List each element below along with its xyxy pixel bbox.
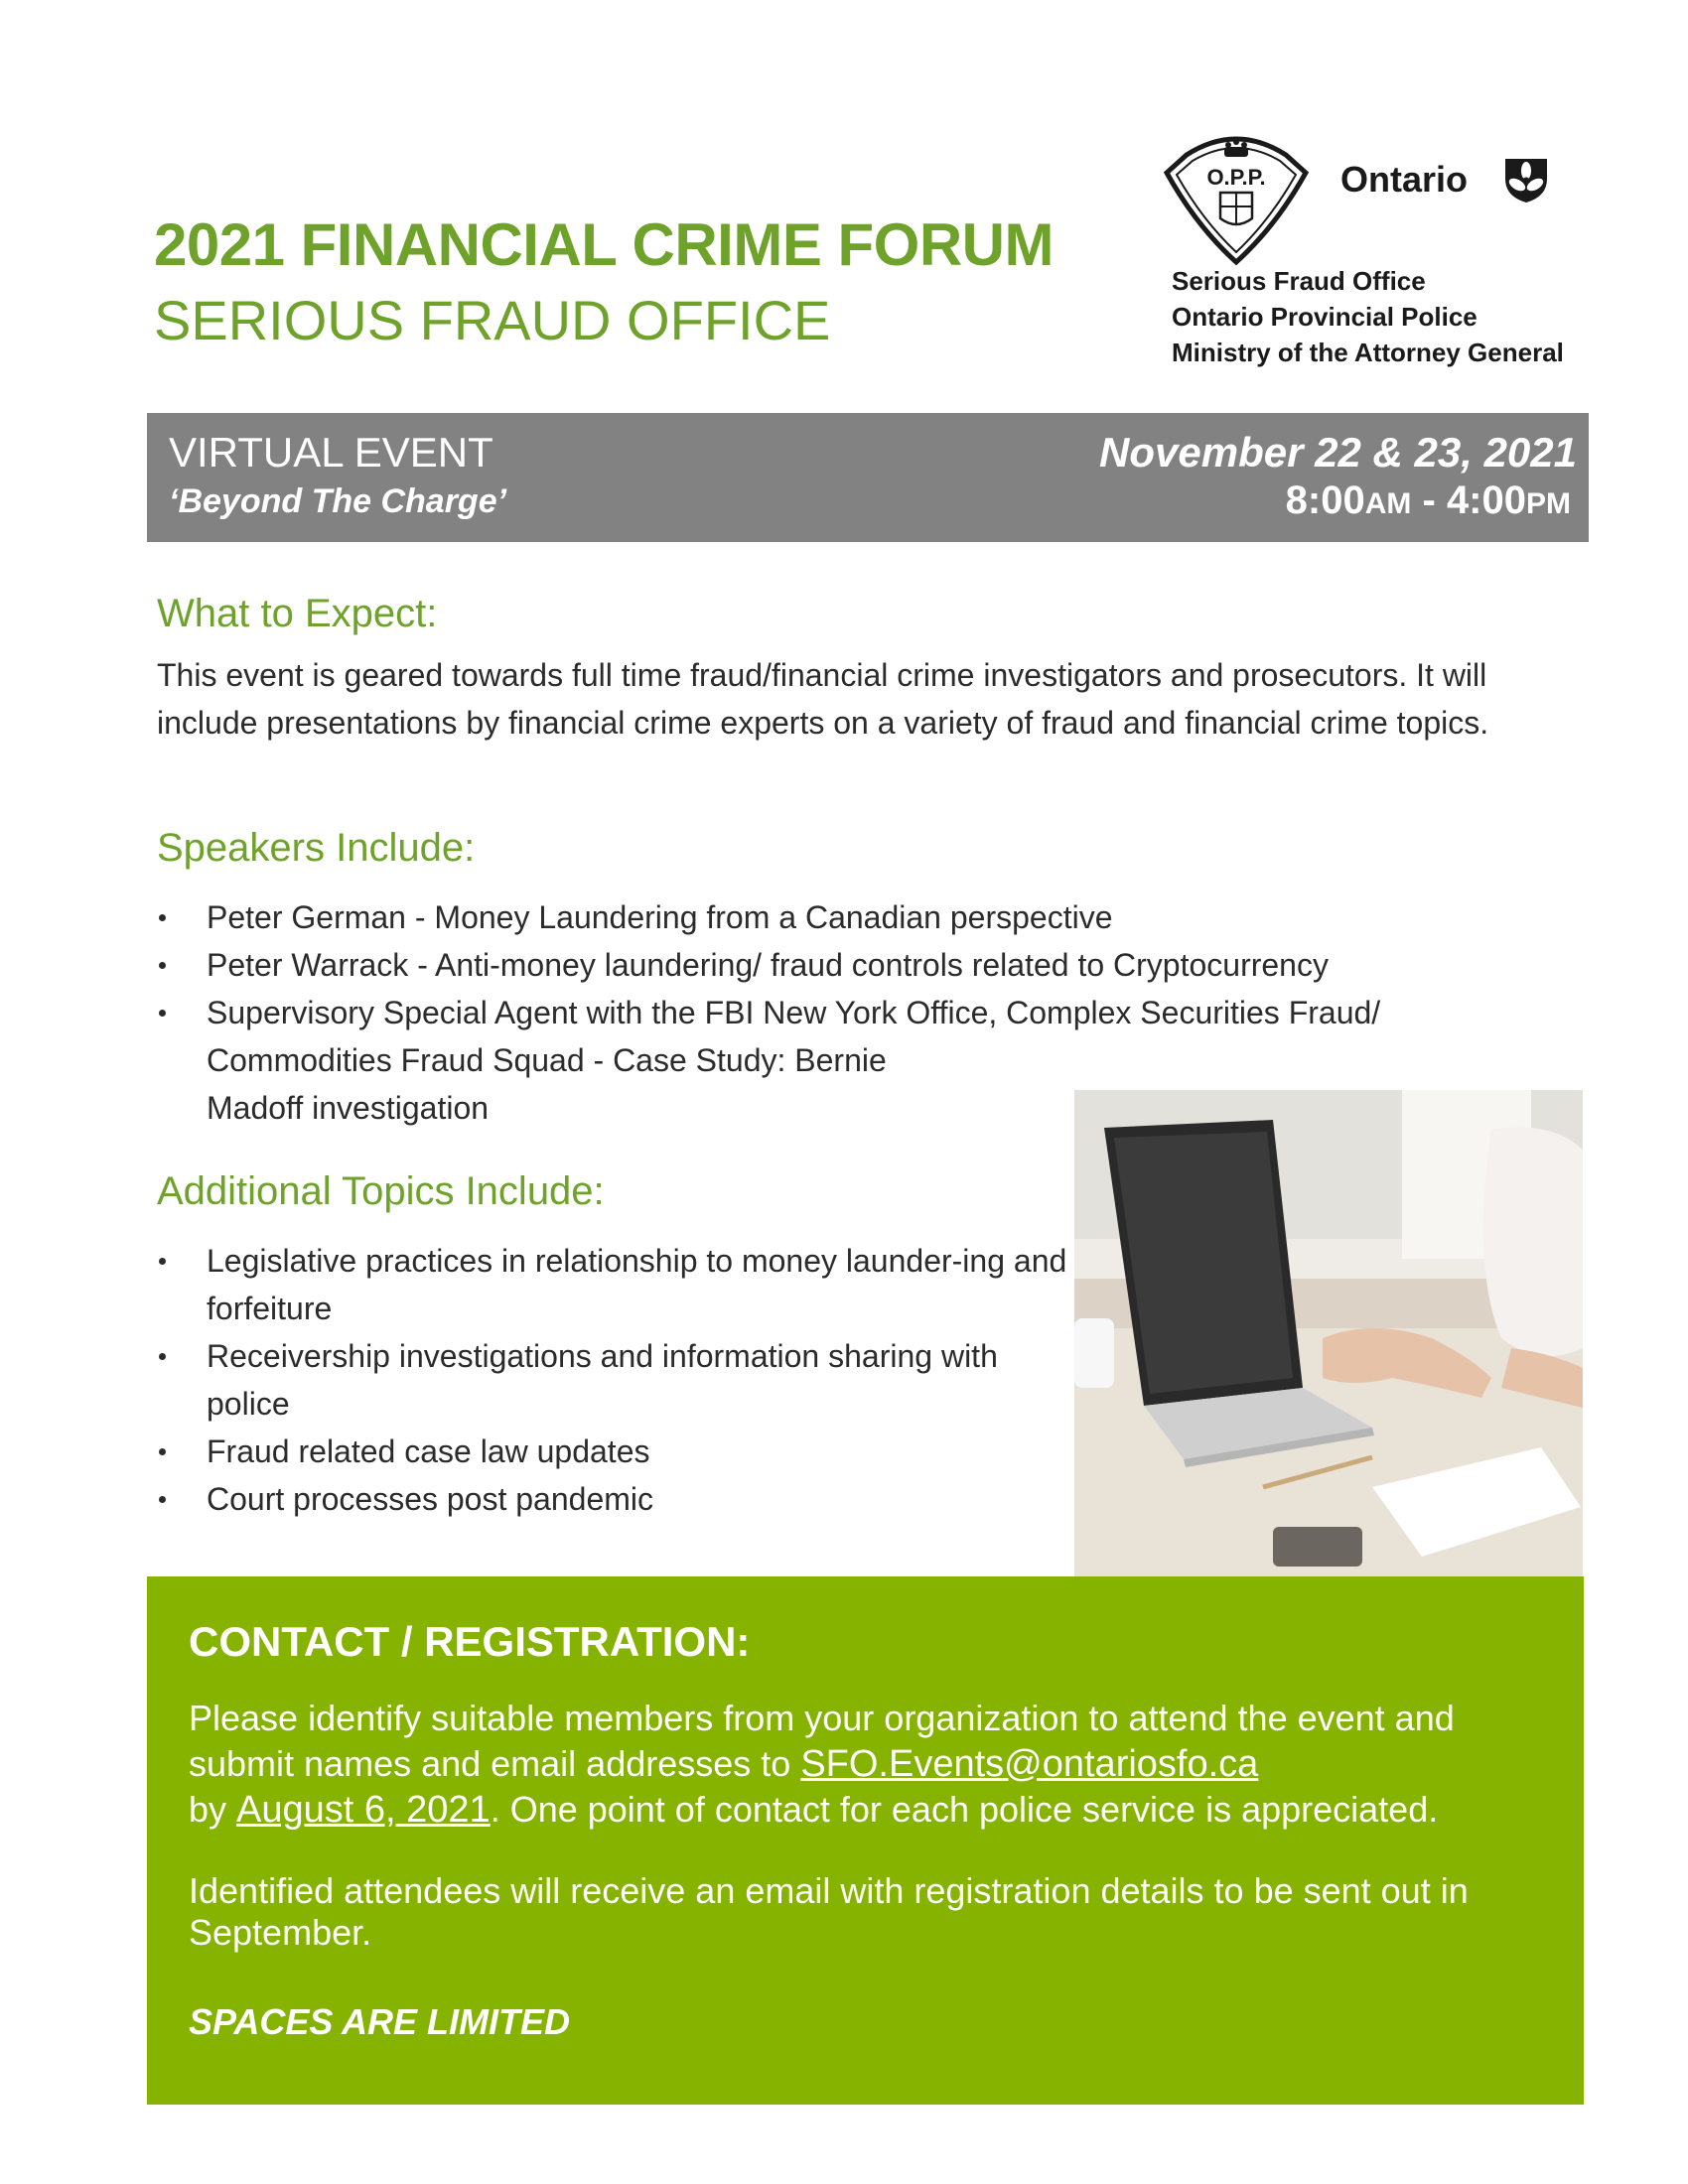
speakers-heading: Speakers Include: (157, 826, 476, 870)
org-line-sfo: Serious Fraud Office (1172, 266, 1426, 296)
contact-paragraph-1: Please identify suitable members from your organization to attend the event and submit names and email addresses to SFO.Events@ontariosfo.ca by August 6, 2021. One point of contact for each police service is appreciated. (189, 1698, 1455, 1831)
trillium-icon (1499, 153, 1553, 206)
spaces-limited-note: SPACES ARE LIMITED (189, 2001, 571, 2042)
opp-logo-text: O.P.P. (1206, 165, 1266, 190)
contact-heading: CONTACT / REGISTRATION: (189, 1618, 751, 1665)
event-tagline: ‘Beyond The Charge’ (169, 482, 507, 520)
ontario-wordmark: Ontario (1340, 159, 1469, 200)
email-link[interactable]: SFO.Events@ontariosfo.ca (800, 1743, 1259, 1785)
event-date: November 22 & 23, 2021 (1099, 429, 1577, 476)
event-banner (147, 413, 1589, 542)
expect-heading: What to Expect: (157, 592, 438, 635)
event-type: VIRTUAL EVENT (169, 429, 493, 476)
org-line-opp: Ontario Provincial Police (1172, 302, 1477, 332)
expect-text: This event is geared towards full time fraud/financial crime investigators and prosecutors. It will include presentations by financial crime experts on a variety of fraud and financial crime topics. (157, 657, 1489, 741)
topics-heading: Additional Topics Include: (157, 1169, 605, 1213)
org-line-mag: Ministry of the Attorney General (1172, 338, 1564, 367)
event-time: 8:00AM - 4:00PM (1285, 478, 1571, 522)
topics-list (157, 1237, 1070, 1523)
list-item: Fraud related case law updates (157, 1428, 1070, 1475)
contact-registration-box (147, 1576, 1584, 2105)
contact-paragraph-2: Identified attendees will receive an email with registration details to be sent out in September. (189, 1870, 1469, 1953)
list-item: Supervisory Special Agent with the FBI New York Office, Complex Securities Fraud/ Commodities Fraud Squad - Case Study: Bernie Madoff investigation (157, 989, 1587, 1132)
opp-badge-icon (1157, 127, 1316, 266)
forum-title: 2021 FINANCIAL CRIME FORUM (154, 211, 1054, 278)
list-item: Receivership investigations and information sharing with police (157, 1332, 1070, 1428)
list-item: Peter Warrack - Anti-money laundering/ fraud controls related to Cryptocurrency (157, 941, 1587, 989)
list-item: Court processes post pandemic (157, 1475, 1070, 1523)
forum-subtitle: SERIOUS FRAUD OFFICE (154, 289, 831, 351)
deadline-date: August 6, 2021 (236, 1789, 491, 1831)
laptop-photo (1074, 1090, 1583, 1576)
list-item: Legislative practices in relationship to money launder-ing and forfeiture (157, 1237, 1070, 1332)
list-item: Peter German - Money Laundering from a Canadian perspective (157, 893, 1587, 941)
